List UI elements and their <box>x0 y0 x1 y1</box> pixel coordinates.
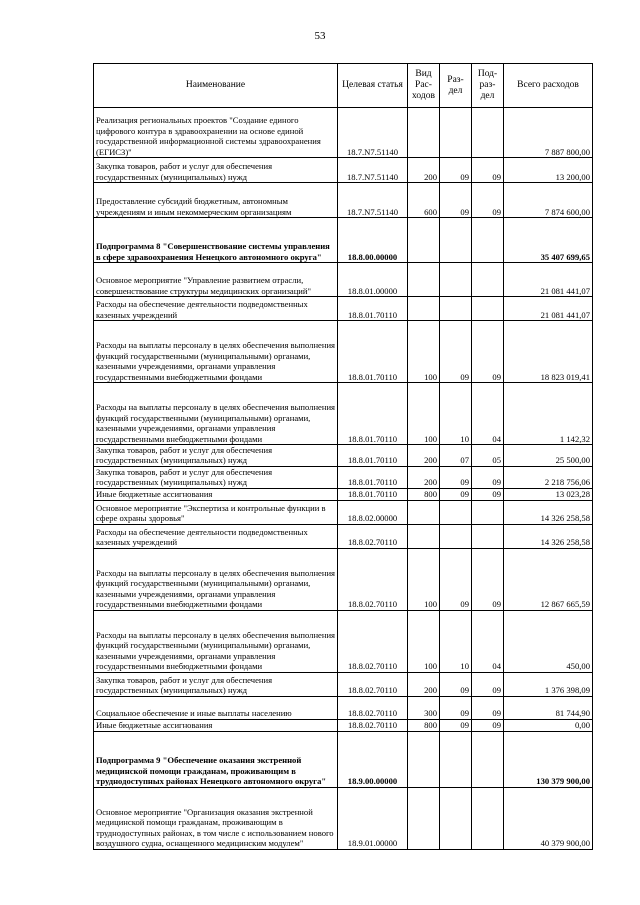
table-row <box>94 183 593 218</box>
row-subsection <box>472 731 504 787</box>
row-name: Расходы на обеспечение деятельности подведомственных казенных учреждений <box>94 297 338 321</box>
row-subsection <box>472 263 504 297</box>
row-total: 13 023,28 <box>504 488 593 500</box>
row-section: 09 <box>440 321 472 383</box>
row-target-article: 18.8.01.00000 <box>338 263 408 297</box>
row-target-article: 18.8.01.70110 <box>338 383 408 445</box>
row-section: 09 <box>440 672 472 696</box>
header-total: Всего расходов <box>504 64 593 108</box>
row-target-article: 18.8.02.70110 <box>338 610 408 672</box>
table-row <box>94 445 593 467</box>
row-name: Расходы на выплаты персоналу в целях обеспечения выполнения функций государственными (муниципальными) органами, казенными учреждениями, органами управления государственными внебюджетными фондами <box>94 610 338 672</box>
row-target-article: 18.8.02.00000 <box>338 500 408 524</box>
row-subsection <box>472 500 504 524</box>
row-section <box>440 218 472 263</box>
row-total: 7 874 600,00 <box>504 183 593 218</box>
row-target-article: 18.8.01.70110 <box>338 321 408 383</box>
row-section: 09 <box>440 183 472 218</box>
row-expense-type <box>408 297 440 321</box>
row-subsection: 09 <box>472 696 504 719</box>
row-section <box>440 787 472 849</box>
row-total: 130 379 900,00 <box>504 731 593 787</box>
table-row <box>94 548 593 610</box>
header-target-article: Целевая статья <box>338 64 408 108</box>
row-name: Социальное обеспечение и иные выплаты населению <box>94 696 338 719</box>
row-target-article: 18.9.01.00000 <box>338 787 408 849</box>
table-row <box>94 263 593 297</box>
row-target-article: 18.7.N7.51140 <box>338 183 408 218</box>
row-total: 18 823 019,41 <box>504 321 593 383</box>
row-target-article: 18.8.02.70110 <box>338 696 408 719</box>
header-name: Наименование <box>94 64 338 108</box>
row-total: 81 744,90 <box>504 696 593 719</box>
row-total: 0,00 <box>504 719 593 731</box>
row-expense-type <box>408 787 440 849</box>
row-target-article: 18.8.02.70110 <box>338 524 408 548</box>
row-subsection: 09 <box>472 488 504 500</box>
row-section: 09 <box>440 466 472 488</box>
row-target-article: 18.8.01.70110 <box>338 445 408 467</box>
row-section <box>440 297 472 321</box>
row-subsection: 04 <box>472 610 504 672</box>
row-expense-type: 100 <box>408 383 440 445</box>
row-expense-type: 200 <box>408 158 440 183</box>
row-total: 21 081 441,07 <box>504 263 593 297</box>
row-target-article: 18.8.02.70110 <box>338 719 408 731</box>
row-target-article: 18.9.00.00000 <box>338 731 408 787</box>
table-row <box>94 158 593 183</box>
row-expense-type: 100 <box>408 321 440 383</box>
row-total: 2 218 756,06 <box>504 466 593 488</box>
table-row <box>94 321 593 383</box>
table-row <box>94 297 593 321</box>
row-total: 7 887 800,00 <box>504 108 593 158</box>
table-row <box>94 524 593 548</box>
row-total: 35 407 699,65 <box>504 218 593 263</box>
row-total: 1 376 398,09 <box>504 672 593 696</box>
row-name: Основное мероприятие "Организация оказания экстренной медицинской помощи гражданам, проживающим в труднодоступных районах, в том числе с использованием нового воздушного судна, оснащенного медицинским модулем" <box>94 787 338 849</box>
row-subsection: 09 <box>472 466 504 488</box>
row-name: Основное мероприятие "Экспертиза и контрольные функции в сфере охраны здоровья" <box>94 500 338 524</box>
row-name: Подпрограмма 8 "Совершенствование системы управления в сфере здравоохранения Ненецкого автономного округа" <box>94 218 338 263</box>
page-number: 53 <box>314 30 326 42</box>
row-total: 21 081 441,07 <box>504 297 593 321</box>
row-subsection: 04 <box>472 383 504 445</box>
row-expense-type <box>408 108 440 158</box>
table-row <box>94 383 593 445</box>
row-name: Основное мероприятие "Управление развитием отрасли, совершенствование структуры медицинских организаций" <box>94 263 338 297</box>
row-total: 14 326 258,58 <box>504 500 593 524</box>
row-total: 25 500,00 <box>504 445 593 467</box>
row-subsection: 09 <box>472 672 504 696</box>
row-name: Расходы на выплаты персоналу в целях обеспечения выполнения функций государственными (муниципальными) органами, казенными учреждениями, органами управления государственными внебюджетными фондами <box>94 548 338 610</box>
row-total: 14 326 258,58 <box>504 524 593 548</box>
row-section <box>440 524 472 548</box>
row-name: Закупка товаров, работ и услуг для обеспечения государственных (муниципальных) нужд <box>94 672 338 696</box>
row-name: Расходы на выплаты персоналу в целях обеспечения выполнения функций государственными (муниципальными) органами, казенными учреждениями, органами управления государственными внебюджетными фондами <box>94 383 338 445</box>
row-name: Расходы на обеспечение деятельности подведомственных казенных учреждений <box>94 524 338 548</box>
row-expense-type <box>408 524 440 548</box>
table-row <box>94 719 593 731</box>
table-row <box>94 218 593 263</box>
table-row <box>94 787 593 849</box>
table-row <box>94 108 593 158</box>
row-total: 40 379 900,00 <box>504 787 593 849</box>
table-row <box>94 696 593 719</box>
row-section: 10 <box>440 610 472 672</box>
row-total: 1 142,32 <box>504 383 593 445</box>
row-name: Подпрограмма 9 "Обеспечение оказания экстренной медицинской помощи гражданам, проживающим в труднодоступных районах Ненецкого автономного округа" <box>94 731 338 787</box>
row-total: 13 200,00 <box>504 158 593 183</box>
row-section: 09 <box>440 548 472 610</box>
row-expense-type: 300 <box>408 696 440 719</box>
row-expense-type <box>408 218 440 263</box>
row-name: Реализация региональных проектов "Создание единого цифрового контура в здравоохранении на основе единой государственной информационной системы здравоохранения (ЕГИСЗ)" <box>94 108 338 158</box>
budget-table <box>93 63 593 850</box>
row-target-article: 18.8.01.70110 <box>338 488 408 500</box>
row-name: Предоставление субсидий бюджетным, автономным учреждениям и иным некоммерческим организациям <box>94 183 338 218</box>
row-section: 09 <box>440 488 472 500</box>
row-name: Расходы на выплаты персоналу в целях обеспечения выполнения функций государственными (муниципальными) органами, казенными учреждениями, органами управления государственными внебюджетными фондами <box>94 321 338 383</box>
row-expense-type <box>408 263 440 297</box>
row-expense-type <box>408 500 440 524</box>
row-section: 10 <box>440 383 472 445</box>
row-expense-type: 100 <box>408 548 440 610</box>
row-section: 07 <box>440 445 472 467</box>
row-subsection: 09 <box>472 321 504 383</box>
row-target-article: 18.8.01.70110 <box>338 466 408 488</box>
row-section <box>440 108 472 158</box>
row-expense-type: 600 <box>408 183 440 218</box>
row-subsection: 05 <box>472 445 504 467</box>
row-name: Закупка товаров, работ и услуг для обеспечения государственных (муниципальных) нужд <box>94 466 338 488</box>
row-name: Закупка товаров, работ и услуг для обеспечения государственных (муниципальных) нужд <box>94 158 338 183</box>
table-row <box>94 610 593 672</box>
table-header-row <box>94 64 593 108</box>
table-row <box>94 466 593 488</box>
row-name: Иные бюджетные ассигнования <box>94 488 338 500</box>
row-subsection: 09 <box>472 183 504 218</box>
row-subsection: 09 <box>472 548 504 610</box>
row-section <box>440 731 472 787</box>
row-target-article: 18.8.01.70110 <box>338 297 408 321</box>
header-subsection: Под- раз- дел <box>472 64 504 108</box>
row-subsection <box>472 218 504 263</box>
row-target-article: 18.8.00.00000 <box>338 218 408 263</box>
row-expense-type: 800 <box>408 719 440 731</box>
row-expense-type: 800 <box>408 488 440 500</box>
row-target-article: 18.8.02.70110 <box>338 548 408 610</box>
row-subsection <box>472 524 504 548</box>
header-expense-type: Вид Рас- ходов <box>408 64 440 108</box>
header-section: Раз- дел <box>440 64 472 108</box>
row-subsection: 09 <box>472 158 504 183</box>
row-expense-type <box>408 731 440 787</box>
row-target-article: 18.8.02.70110 <box>338 672 408 696</box>
row-section: 09 <box>440 719 472 731</box>
row-total: 450,00 <box>504 610 593 672</box>
row-section <box>440 263 472 297</box>
table-row <box>94 672 593 696</box>
row-total: 12 867 665,59 <box>504 548 593 610</box>
row-target-article: 18.7.N7.51140 <box>338 108 408 158</box>
table-row <box>94 731 593 787</box>
row-name: Иные бюджетные ассигнования <box>94 719 338 731</box>
row-subsection <box>472 108 504 158</box>
row-expense-type: 200 <box>408 672 440 696</box>
row-section <box>440 500 472 524</box>
row-section: 09 <box>440 696 472 719</box>
table-row <box>94 500 593 524</box>
row-subsection <box>472 297 504 321</box>
row-section: 09 <box>440 158 472 183</box>
row-expense-type: 200 <box>408 466 440 488</box>
row-target-article: 18.7.N7.51140 <box>338 158 408 183</box>
row-subsection: 09 <box>472 719 504 731</box>
row-expense-type: 100 <box>408 610 440 672</box>
row-expense-type: 200 <box>408 445 440 467</box>
table-row <box>94 488 593 500</box>
row-subsection <box>472 787 504 849</box>
row-name: Закупка товаров, работ и услуг для обеспечения государственных (муниципальных) нужд <box>94 445 338 467</box>
